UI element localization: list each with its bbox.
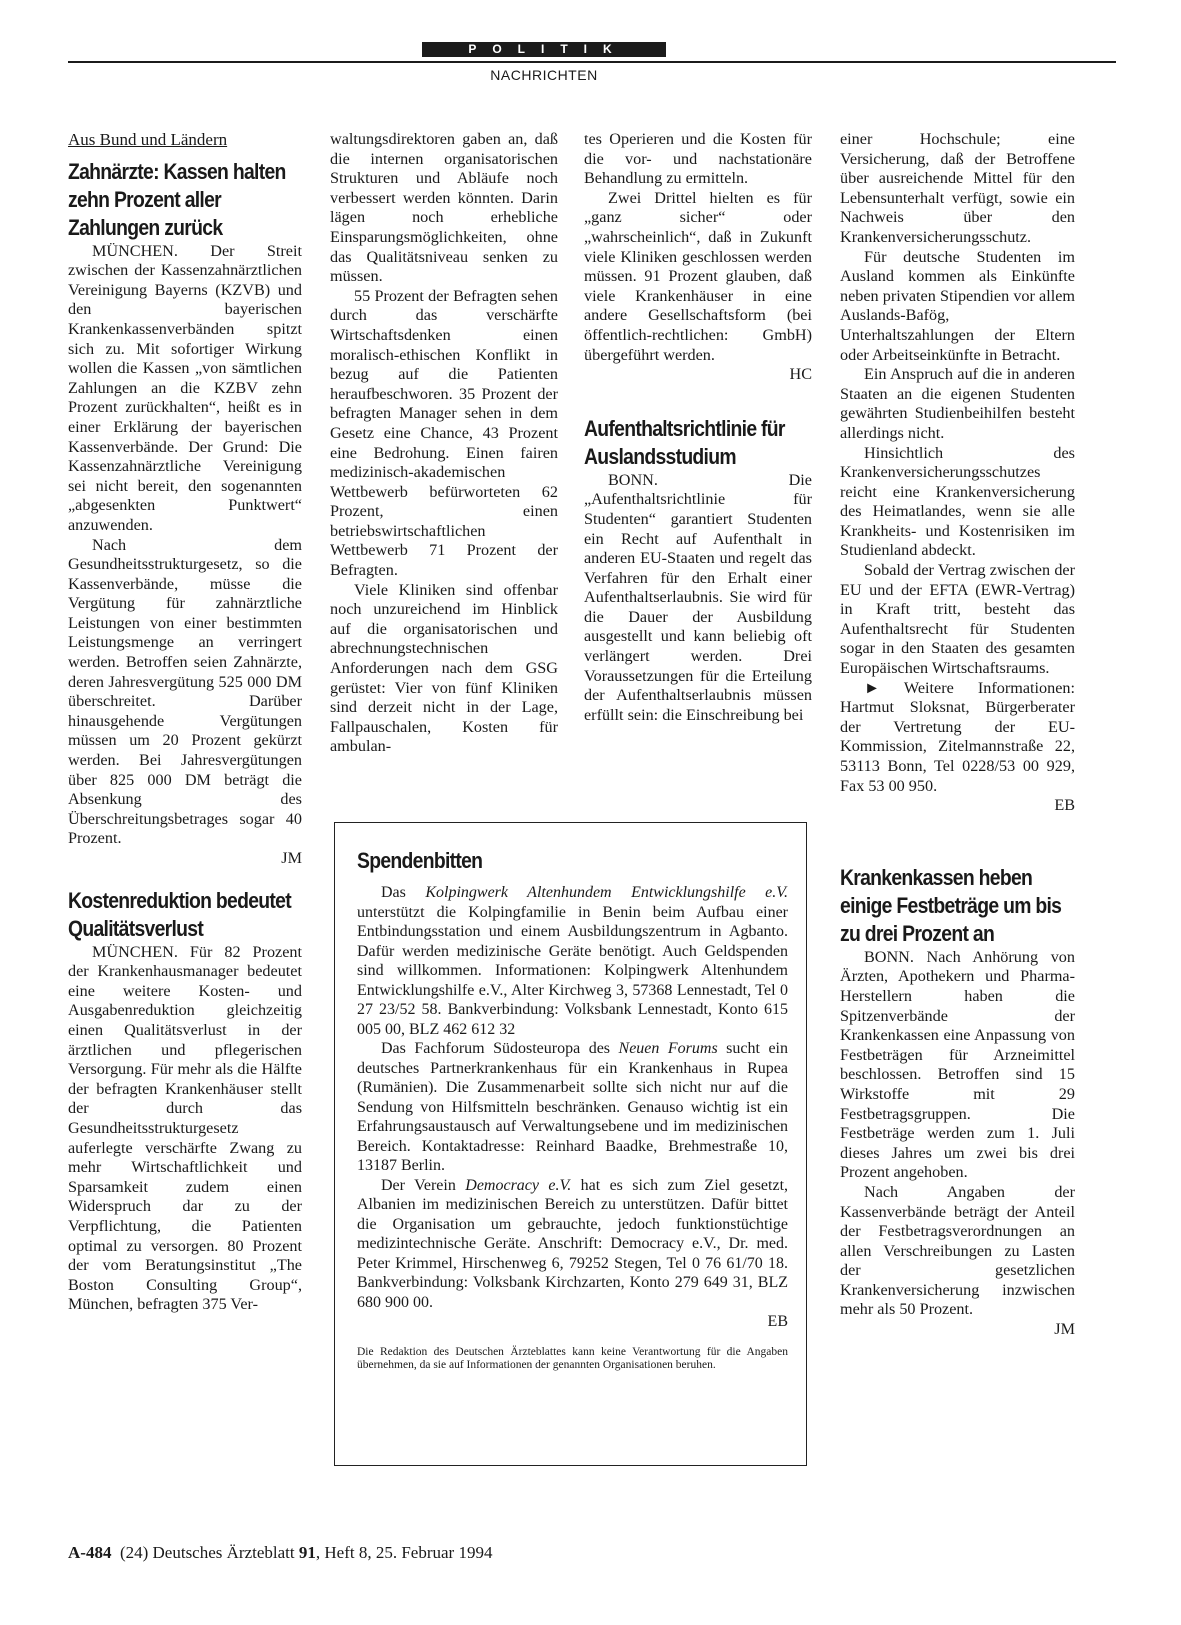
column-1 (68, 130, 302, 1315)
paragraph: MÜNCHEN. Für 82 Prozent der Krankenhausmanager bedeutet eine weitere Kosten- und Ausgabenreduktion gleichzeitig einen Qualitätsverlust in der ärztlichen und pflegerischen Versorgung. Für mehr als die Hälfte der befragten Krankenhäuser stellt der durch das Gesundheitsstrukturgesetz auferlegte verschärfte Zwang zu mehr Wirtschaftlichkeit und Sparsamkeit zudem einen Widerspruch dar zu der Verpflichtung, die Patienten optimal zu versorgen. 80 Prozent der vom Beratungsinstitut „The Boston Consulting Group“, München, befragten 375 Ver- (68, 942, 302, 1314)
spendenbitten-box (334, 822, 807, 1466)
section-banner: POLITIK (422, 42, 666, 57)
paragraph: Nach Angaben der Kassenverbände beträgt der Anteil der Festbetragsverordnungen an allen Verschreibungen zu Lasten der gesetzlichen Krankenversicherung inzwischen mehr als 50 Prozent. (840, 1182, 1075, 1319)
paragraph: BONN. Nach Anhörung von Ärzten, Apothekern und Pharma-Herstellern haben die Spitzenverbände der Krankenkassen eine Anpassung von Festbeträgen für Arzneimittel beschlossen. Betroffen sind 15 Wirkstoffe mit 29 Festbetragsgruppen. Die Festbeträge werden zum 1. Juli dieses Jahres um zwei bis drei Prozent angehoben. (840, 947, 1075, 1182)
column-4 (840, 130, 1075, 1340)
paragraph: Das Kolpingwerk Altenhundem Entwicklungshilfe e.V. unterstützt die Kolpingfamilie in Benin beim Aufbau einer Entbindungsstation und einem Ausbildungszentrum in Agbanto. Dafür werden medizinische Geräte benötigt. Auch Geldspenden sind willkommen. Informationen: Kolpingwerk Altenhundem Entwicklungshilfe e.V., Alter Kirchweg 3, 57368 Lennestadt, Tel 0 27 23/52 58. Bankverbindung: Volksbank Lennestadt, Konto 615 005 00, BLZ 462 612 32 (357, 884, 788, 1038)
author-signature: EB (767, 1313, 788, 1330)
author-signature: HC (789, 365, 812, 384)
paragraph: waltungsdirektoren gaben an, daß die internen organisatorischen Strukturen und Abläufe noch verbessert werden könnten. Darin lägen noch erhebliche Einsparungsmöglichkeiten, ohne das Qualitätsniveau senken zu müssen. (330, 130, 558, 286)
paragraph: Viele Kliniken sind offenbar noch unzureichend im Hinblick auf die organisatorischen und abrechnungstechnischen Anforderungen nach dem GSG gerüstet: Vier von fünf Kliniken sind derzeit nicht in der Lage, Fallpauschalen, Kosten für ambulan- (330, 580, 558, 756)
paragraph: Nach dem Gesundheitsstrukturgesetz, so die Kassenverbände, müsse die Vergütung für zahnärztliche Leistungen von einer bestimmten Leistungsmenge an verringert werden. Betroffen seien Zahnärzte, deren Jahresvergütung 525 000 DM überschreitet. Darüber hinausgehende Vergütungen müssen um 20 Prozent gekürzt werden. Bei Jahresvergütungen über 825 000 DM beträgt die Absenkung des Überschreitungsbetrages sogar 40 Prozent. (68, 535, 302, 848)
paragraph: Ein Anspruch auf die in anderen Staaten an die eigenen Studenten gewährten Studienbeihilfen besteht allerdings nicht. (840, 365, 1075, 442)
paragraph: Das Fachforum Südosteuropa des Neuen Forums sucht ein deutsches Partnerkrankenhaus für ein Krankenhaus in Rupea (Rumänien). Die Zusammenarbeit sollte sich nicht nur auf die Sendung von Hilfsmitteln beschränken. Genauso wichtig ist ein Erfahrungsaustausch auf Verwaltungsebene und im medizinischen Bereich. Kontaktadresse: Reinhard Baadke, Brehmestraße 10, 13187 Berlin. (357, 1040, 788, 1174)
paragraph: einer Hochschule; eine Versicherung, daß der Betroffene über ausreichende Mittel für den Lebensunterhalt verfügt, sowie ein Nachweis über den Krankenversicherungsschutz. (840, 130, 1075, 246)
header-rule (68, 61, 1116, 63)
column-2 (330, 130, 558, 757)
article-title-aufenthalt: Aufenthaltsrichtlinie für Auslandsstudium (584, 415, 785, 469)
author-signature: EB (1054, 796, 1075, 815)
page-footer: A-484 (24) Deutsches Ärzteblatt 91, Heft 8, 25. Februar 1994 (68, 1543, 493, 1562)
subsection-label: NACHRICHTEN (490, 67, 598, 83)
kicker: Aus Bund und Ländern (68, 130, 228, 149)
article-title-festbetraege: Krankenkassen heben einige Festbeträge um bis zu drei Prozent an (840, 864, 1062, 946)
disclaimer-note: Die Redaktion des Deutschen Ärzteblattes kann keine Verantwortung für die Angaben übernehmen, da sie auf Informationen der genannten Organisationen beruhen. (357, 1345, 788, 1371)
column-3 (584, 130, 812, 725)
paragraph: MÜNCHEN. Der Streit zwischen der Kassenzahnärztlichen Vereinigung Bayerns (KZVB) und den bayerischen Krankenkassenverbänden spitzt sich zu. Mit sofortiger Wirkung wollen die Kassen „von sämtlichen Zahlungen an die KZBV zehn Prozent zurückhalten“, heißt es in einer Erklärung der bayerischen Kassenverbände. Der Grund: Die Kassenzahnärztliche Vereinigung sei nicht bereit, den sogenannten „abgesenkten Punktwert“ anzuwenden. (68, 241, 302, 534)
author-signature: JM (281, 849, 302, 867)
paragraph: Für deutsche Studenten im Ausland kommen als Einkünfte neben privaten Stipendien vor allem Auslands-Bafög, Unterhaltszahlungen der Eltern oder Arbeitseinkünfte in Betracht. (840, 247, 1075, 364)
paragraph: Hinsichtlich des Krankenversicherungsschutzes reicht eine Krankenversicherung des Heimatlandes, wenn sie alle Krankheits- und Kostenrisiken im Studienland abdeckt. (840, 443, 1075, 560)
paragraph: tes Operieren und die Kosten für die vor- und nachstationäre Behandlung zu ermitteln. (584, 130, 812, 188)
box-title: Spendenbitten (357, 848, 483, 873)
paragraph: Der Verein Democracy e.V. hat es sich zum Ziel gesetzt, Albanien im medizinischen Bereich zu unterstützen. Dafür bittet die Organisation um gebrauchte, jedoch funktionstüchtige medizintechnische Geräte. Anschrift: Democracy e.V., Dr. med. Peter Krimmel, Hirschenweg 6, 79252 Stegen, Tel 0 76 61/70 18. Bankverbindung: Volksbank Kirchzarten, Konto 279 649 31, BLZ 680 900 00. (357, 1176, 789, 1311)
paragraph: BONN. Die „Aufenthaltsrichtlinie für Studenten“ garantiert Studenten ein Recht auf Aufenthalt in anderen EU-Staaten und regelt das Verfahren für den Erhalt einer Aufenthaltserlaubnis. Sie wird für die Dauer der Ausbildung ausgestellt und kann beliebig oft verlängert werden. Drei Voraussetzungen für die Erteilung der Aufenthaltserlaubnis müssen erfüllt sein: die Einschreibung bei (584, 470, 812, 724)
paragraph: ► Weitere Informationen: Hartmut Sloksnat, Bürgerberater der Vertretung der EU-Kommission, Zitelmannstraße 22, 53113 Bonn, Tel 0228/53 00 929, Fax 53 00 950. (840, 678, 1075, 795)
paragraph: 55 Prozent der Befragten sehen durch das verschärfte Wirtschaftsdenken einen moralisch-ethischen Konflikt in bezug auf die Patienten heraufbeschworen. 35 Prozent der befragten Manager sehen in dem Gesetz eine Chance, 43 Prozent eine Bedrohung. Einen fairen medizinisch-akademischen Wettbewerb befürworteten 62 Prozent, einen betriebswirtschaftlichen Wettbewerb 71 Prozent der Befragten. (330, 286, 558, 580)
article-title-zahnaerzte: Zahnärzte: Kassen halten zehn Prozent aller Zahlungen zurück (68, 158, 286, 240)
page-number: A-484 (68, 1543, 112, 1562)
article-title-kostenreduktion: Kostenreduktion bedeutet Qualitätsverlust (68, 887, 291, 941)
paragraph: Zwei Drittel hielten es für „ganz sicher“ oder „wahrscheinlich“, daß in Zukunft viele Kliniken geschlossen werden müssen. 91 Prozent glauben, daß viele Krankenhäuser in eine andere Gesellschaftsform (bei öffentlich-rechtlichen: GmbH) übergeführt werden. (584, 188, 812, 364)
paragraph: Sobald der Vertrag zwischen der EU und der EFTA (EWR-Vertrag) in Kraft tritt, besteht das Aufenthaltsrecht für Studenten sogar in den Staaten des gesamten Europäischen Wirtschaftsraums. (840, 561, 1075, 678)
author-signature: JM (1054, 1320, 1075, 1339)
